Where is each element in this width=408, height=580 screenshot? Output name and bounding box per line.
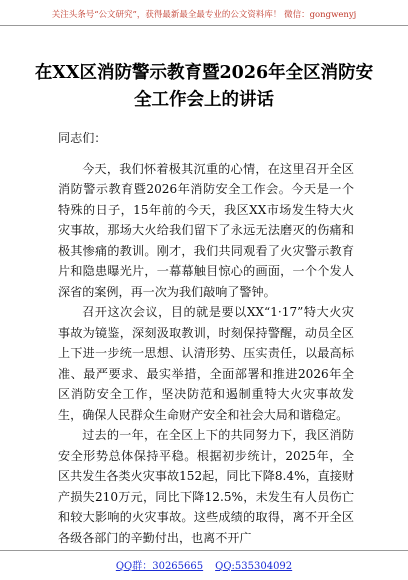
footer-divider: [0, 550, 408, 551]
greeting: 同志们：: [58, 131, 107, 145]
document-body: [58, 128, 354, 548]
footer-contact: [0, 557, 408, 572]
qq-group-link[interactable]: QQ群：30265665: [115, 561, 204, 572]
page-footer: [0, 550, 408, 580]
body-paragraph: 过去的一年，在全区上下的共同努力下，我区消防安全形势总体保持平稳。根据初步统计，2025年，全区共发生各类火灾事故152起，同比下降8.4%，直接财产损失210万元，同比下降12.5%，未发生有人员伤亡和较大影响的火灾事故。这些成绩的取得，离不开全区各级各部门的辛勤付出，也离不开广: [58, 428, 354, 545]
page-header: [0, 0, 408, 28]
body-paragraph: 召开这次会议，目的就是要以XX“1·17”特大火灾事故为镜鉴，深刻汲取教训，时刻保持警醒，动员全区上下进一步统一思想、认清形势、压实责任，以最高标准、最严要求、最实举措，全面部署和推进2026年全区消防安全工作，坚决防范和遏制重特大火灾事故发生，确保人民群众生命财产安全和社会大局和谐稳定。: [58, 305, 354, 422]
header-divider: [0, 25, 408, 26]
qq-link[interactable]: QQ:535304092: [215, 561, 293, 572]
body-paragraph: 今天，我们怀着极其沉重的心情，在这里召开全区消防警示教育暨2026年消防安全工作会。今天是一个特殊的日子，15年前的今天，我区XX市场发生特大火灾事故，那场大火给我们留下了永远无法磨灭的伤痛和极其惨痛的教训。刚才，我们共同观看了火灾警示教育片和隐患曝光片，一幕幕触目惊心的画面，一个个发人深省的案例，再一次为我们敲响了警钟。: [58, 161, 354, 299]
document-title: 在XX区消防警示教育暨2026年全区消防安全工作会上的讲话: [34, 63, 374, 110]
promo-banner-text: 关注头条号“公文研究”，获得最新最全最专业的公文资料库！ 微信：gongwenyj: [51, 10, 357, 20]
